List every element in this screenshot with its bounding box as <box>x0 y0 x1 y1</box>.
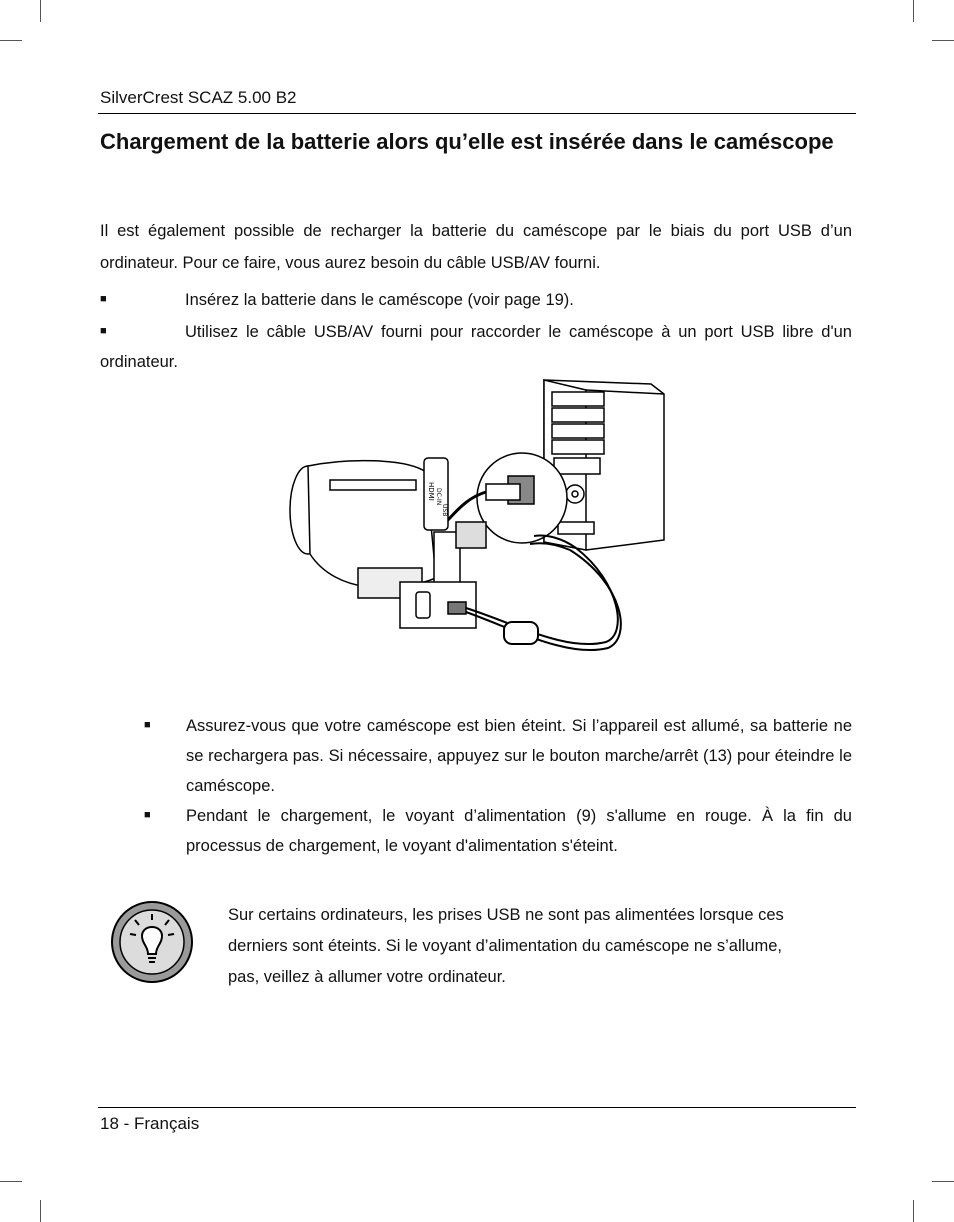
footer-rule <box>98 1107 856 1108</box>
note-1: Assurez-vous que votre caméscope est bien éteint. Si l’appareil est allumé, sa batterie ne se rechargera pas. Si nécessaire, appuyez sur le bouton marche/arrêt (13) pour éteindre le caméscope. <box>186 717 852 795</box>
camcorder-body <box>290 458 486 598</box>
running-header: SilverCrest SCAZ 5.00 B2 <box>100 88 297 107</box>
camcorder-usb-connection-illustration <box>286 372 666 672</box>
usb-socket-inset <box>400 582 476 628</box>
bullet-marker: ■ <box>100 325 107 337</box>
header-rule <box>98 113 856 114</box>
step-2: Utilisez le câble USB/AV fourni pour raccorder le caméscope à un port USB libre d'un ordinateur. <box>100 323 852 371</box>
bullet-marker: ■ <box>144 719 151 731</box>
bullet-marker: ■ <box>144 809 151 821</box>
crop-mark <box>932 1181 954 1182</box>
lightbulb-icon <box>108 896 196 986</box>
crop-mark <box>0 40 22 41</box>
bullet-marker: ■ <box>100 293 107 305</box>
tip-text: Sur certains ordinateurs, les prises USB ne sont pas alimentées lorsque ces derniers sont éteints. Si le voyant d’alimentation du caméscope ne s’allume, pas, veillez à allumer votre ordinateur. <box>228 906 784 986</box>
crop-mark <box>0 1181 22 1182</box>
camera-port-label: HDMI <box>427 482 435 501</box>
crop-mark <box>913 0 914 22</box>
step-1: Insérez la batterie dans le caméscope (voir page 19). <box>185 291 574 309</box>
computer-tower <box>544 380 664 550</box>
crop-mark <box>932 40 954 41</box>
page-number: 18 - Français <box>100 1114 200 1133</box>
crop-mark <box>40 0 41 22</box>
usb-av-cable <box>466 536 621 651</box>
intro-paragraph: Il est également possible de recharger la batterie du caméscope par le biais du port USB d’un ordinateur. Pour ce faire, vous aurez besoin du câble USB/AV fourni. <box>100 222 852 272</box>
camera-port-label: USB <box>441 504 448 517</box>
camera-port-label: DC-IN <box>435 488 442 506</box>
note-2: Pendant le chargement, le voyant d’alimentation (9) s'allume en rouge. À la fin du processus de chargement, le voyant d'alimentation s'éteint. <box>186 807 852 855</box>
crop-mark <box>913 1200 914 1222</box>
crop-mark <box>40 1200 41 1222</box>
section-title: Chargement de la batterie alors qu’elle est insérée dans le caméscope <box>100 129 834 154</box>
